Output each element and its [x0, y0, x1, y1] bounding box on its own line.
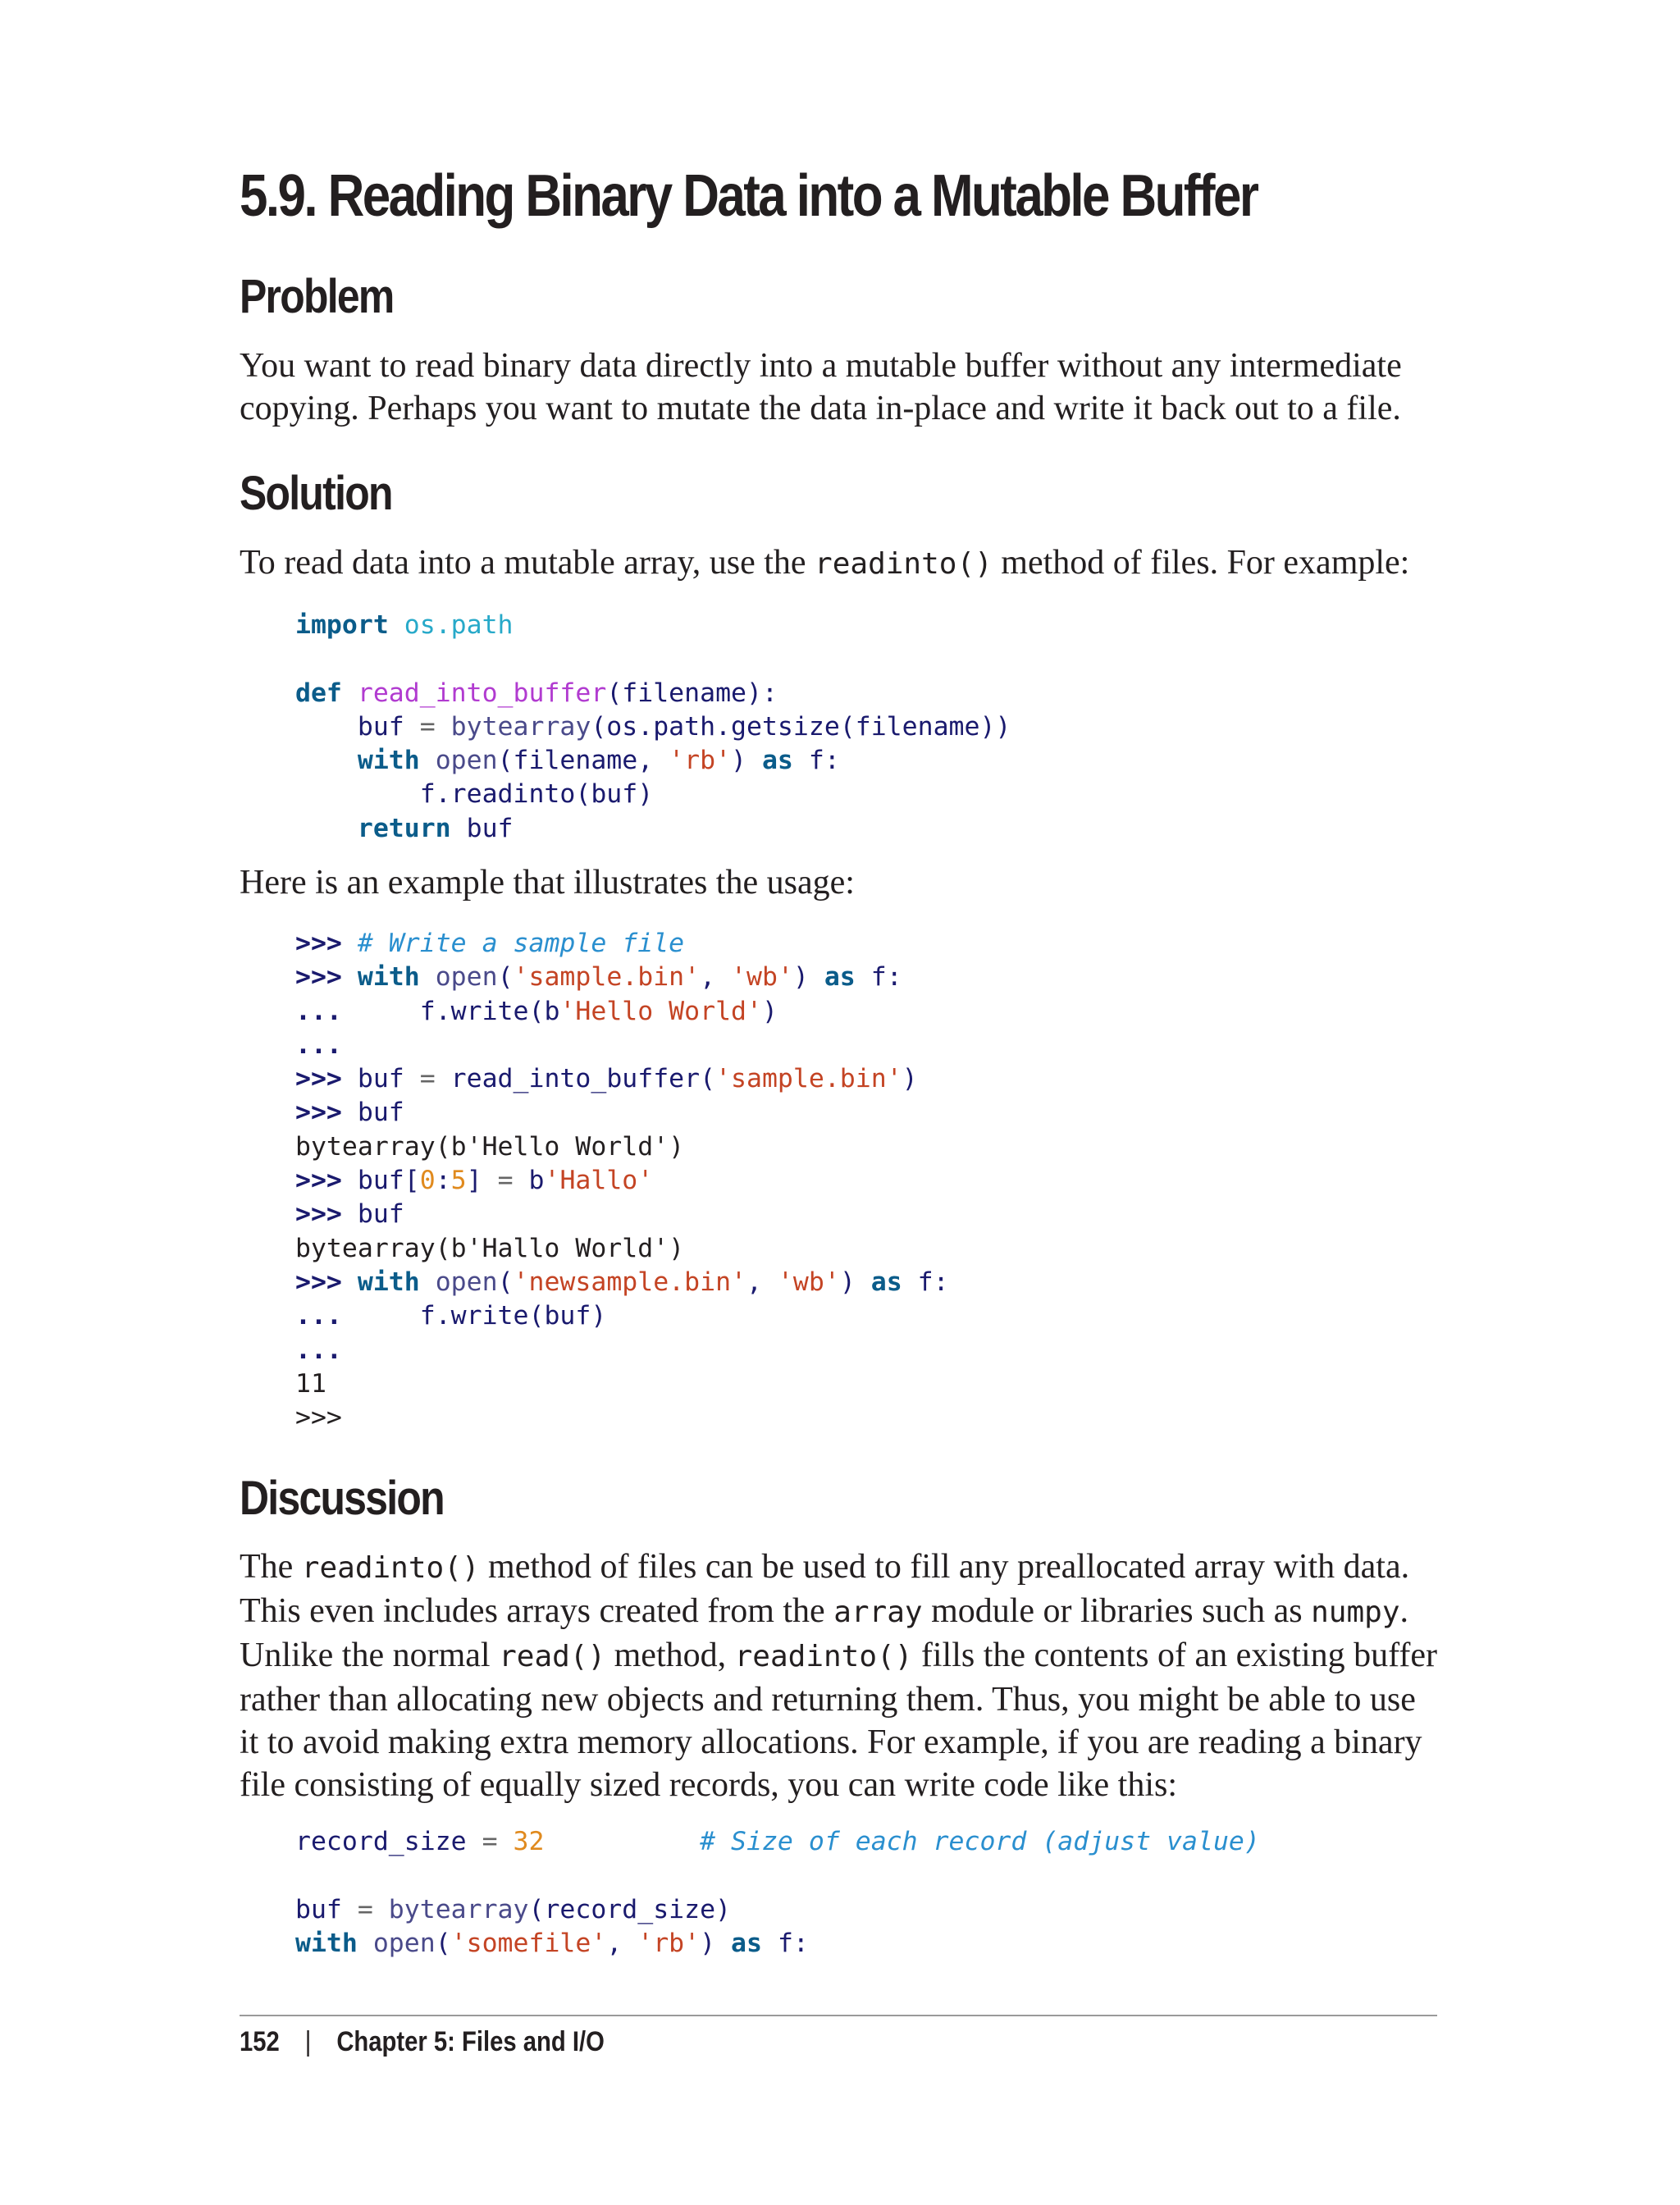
- code-block-usage-example: >>> # Write a sample file >>> with open('sample.bin', 'wb') as f: ... f.write(b'Hello World') ... >>> buf = read_into_buffer('sample.bin') >>> buf bytearray(b'Hello World') >>> buf[0:5] = b'Hallo' >>> buf bytearray(b'Hallo World') >>> with open('newsample.bin', 'wb') as f: ... f.write(buf) ... 11 >>>: [295, 929, 949, 1433]
- page-footer: [240, 2026, 605, 2058]
- usage-text: Here is an example that illustrates the usage:: [240, 864, 855, 902]
- problem-text: You want to read binary data directly into a mutable buffer without any intermediate copying. Perhaps you want to mutate the data in-place and write it back out to a file.: [240, 347, 1402, 427]
- code-block-record-read: record_size = 32 # Size of each record (adjust value) buf = bytearray(record_size) with open('somefile', 'rb') as f:: [295, 1827, 1260, 1958]
- solution-heading: Solution: [240, 467, 392, 520]
- discussion-text: The readinto() method of files can be used to fill any preallocated array with data. This even includes arrays created from the array module or libraries such as numpy. Unlike the normal read() method, readinto() fills the contents of an existing buffer rather than allocating new objects and returning them. Thus, you might be able to use it to avoid making extra memory allocations. For example, if you are reading a binary file consisting of equally sized records, you can write code like this:: [240, 1548, 1437, 1804]
- footer-separator: |: [304, 2026, 312, 2057]
- problem-heading: Problem: [240, 270, 394, 323]
- code-block-read-into-buffer: import os.path def read_into_buffer(filename): buf = bytearray(os.path.getsize(filename)) with open(filename, 'rb') as f: f.readinto(buf) return buf: [295, 610, 1011, 843]
- page-number: 152: [240, 2026, 280, 2057]
- solution-intro: To read data into a mutable array, use the readinto() method of files. For example:: [240, 544, 1410, 582]
- footer-rule: [240, 2015, 1437, 2016]
- discussion-heading: Discussion: [240, 1472, 444, 1525]
- chapter-title: Chapter 5: Files and I/O: [336, 2026, 605, 2057]
- page-title: 5.9. Reading Binary Data into a Mutable Buffer: [240, 163, 1258, 229]
